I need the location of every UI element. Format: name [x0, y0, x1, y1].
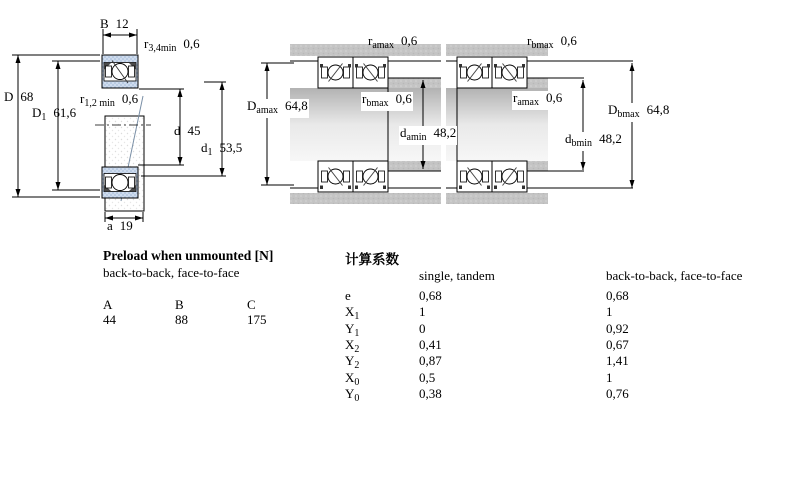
dim-value: 0,6 [546, 90, 563, 105]
dim-label-rbmax-2 [527, 34, 577, 53]
dim-subscript: bmin [571, 138, 593, 149]
factors-row [345, 304, 613, 322]
factors-col2-header: back-to-back, face-to-face [606, 268, 743, 283]
dim-value: 0,6 [560, 33, 577, 48]
dim-subscript: 3,4min [148, 43, 177, 54]
factor-value-btb-ftf: 0,67 [606, 337, 629, 352]
dim-subscript: 1 [207, 147, 213, 158]
preload-col-header: A [103, 297, 113, 312]
factor-value-btb-ftf: 1 [606, 304, 613, 319]
dim-subscript: bmax [531, 40, 554, 51]
factor-symbol-main: Y [345, 386, 355, 401]
dim-label-B [100, 17, 129, 31]
factor-value-single-tandem: 0,5 [419, 370, 436, 385]
preload-table-header-row [103, 297, 319, 313]
bearing-section-bottom [102, 167, 138, 198]
dim-symbol: d [400, 125, 407, 140]
dim-label-a [107, 219, 133, 233]
dim-label-damin [399, 126, 457, 145]
dim-label-Damax [246, 99, 309, 118]
right-arrangement-diagram [446, 44, 633, 204]
dim-symbol: B [100, 16, 109, 31]
dim-label-r12 [79, 92, 139, 111]
factors-col1-header: single, tandem [419, 268, 495, 283]
factor-symbol-main: Y [345, 353, 355, 368]
dim-value: 0,6 [401, 33, 418, 48]
factor-value-btb-ftf: 0,76 [606, 386, 629, 401]
dim-value: 0,6 [395, 91, 412, 106]
dim-subscript: bmax [617, 109, 640, 120]
dim-subscript: amin [406, 132, 427, 143]
dim-value: 19 [119, 218, 133, 233]
dim-symbol: d [565, 131, 572, 146]
dim-symbol: r [144, 36, 149, 51]
factors-table-title: 计算系数 [345, 252, 399, 267]
factor-value-single-tandem: 1 [419, 304, 426, 319]
factor-symbol-sub: 2 [354, 344, 360, 355]
factor-symbol-sub: 2 [354, 360, 360, 371]
dim-subscript: amax [517, 97, 539, 108]
dim-symbol: D [247, 98, 257, 113]
factor-value-btb-ftf: 1,41 [606, 353, 629, 368]
dim-value: 0,6 [183, 36, 200, 51]
dim-symbol: r [80, 91, 85, 106]
dim-label-D1 [32, 106, 76, 125]
dim-symbol: d [201, 140, 208, 155]
dim-label-ramax [368, 34, 417, 53]
factor-symbol-main: X [345, 304, 355, 319]
factor-symbol-main: e [345, 288, 351, 303]
factor-symbol-main: Y [345, 321, 355, 336]
factor-symbol [345, 304, 419, 322]
dimension-lines-right [583, 63, 632, 188]
dim-subscript: 1 [41, 112, 47, 123]
dim-symbol: d [174, 123, 181, 138]
factor-symbol [345, 386, 419, 404]
dim-subscript: amax [372, 40, 394, 51]
factor-value-single-tandem: 0,68 [419, 288, 442, 303]
factor-value-btb-ftf: 0,92 [606, 321, 629, 336]
dim-subscript: 1,2 min [84, 98, 115, 109]
factor-symbol-sub: 1 [354, 328, 360, 339]
dim-value: 61,6 [53, 105, 77, 120]
dim-symbol: r [362, 91, 367, 106]
dim-symbol: D [32, 105, 42, 120]
factor-value-btb-ftf: 0,68 [606, 288, 629, 303]
factor-value-single-tandem: 0,87 [419, 353, 442, 368]
preload-table-title: Preload when unmounted [N] [103, 248, 274, 263]
factor-symbol-main: X [345, 370, 355, 385]
factor-symbol-sub: 0 [354, 393, 360, 404]
dim-value: 48,2 [433, 125, 457, 140]
preload-value: 175 [247, 312, 267, 327]
preload-table-subtitle: back-to-back, face-to-face [103, 265, 240, 280]
dim-value: 64,8 [285, 98, 308, 113]
dim-value: 53,5 [219, 140, 243, 155]
dim-label-ramax-2 [512, 91, 563, 110]
factor-symbol [345, 353, 419, 371]
preload-col-header: C [247, 297, 256, 312]
dim-label-d1 [201, 141, 242, 160]
dim-value: 12 [115, 16, 129, 31]
preload-value: 88 [175, 312, 188, 327]
dim-value: 45 [187, 123, 201, 138]
dim-symbol: D [608, 102, 618, 117]
dim-label-dbmin [564, 132, 623, 151]
dim-subscript: amax [256, 105, 279, 116]
dim-value: 68 [20, 89, 34, 104]
dim-symbol: r [368, 33, 373, 48]
factors-row [345, 386, 629, 404]
middle-arrangement-diagram [261, 44, 441, 204]
dim-label-d [174, 124, 201, 138]
dim-subscript: bmax [366, 98, 389, 109]
dim-label-D [4, 90, 33, 104]
preload-table-value-row [103, 312, 319, 328]
factor-value-single-tandem: 0 [419, 321, 426, 336]
factor-symbol-sub: 0 [354, 377, 360, 388]
dim-symbol: r [527, 33, 532, 48]
dim-value: 64,8 [646, 102, 670, 117]
dim-label-Dbmax [607, 103, 670, 122]
preload-value: 44 [103, 312, 116, 327]
factor-symbol-sub: 1 [354, 311, 360, 322]
dim-value: 48,2 [599, 131, 622, 146]
factor-symbol-main: X [345, 337, 355, 352]
dim-label-rbmax [361, 92, 413, 111]
preload-col-header: B [175, 297, 184, 312]
dim-symbol: D [4, 89, 14, 104]
dim-value: 0,6 [121, 91, 139, 106]
factors-row [345, 353, 629, 371]
bearing-section-top [102, 55, 138, 88]
dim-label-r34 [144, 37, 200, 56]
dim-symbol: r [513, 90, 518, 105]
factor-value-btb-ftf: 1 [606, 370, 613, 385]
dim-symbol: a [107, 218, 113, 233]
factor-value-single-tandem: 0,38 [419, 386, 442, 401]
factor-value-single-tandem: 0,41 [419, 337, 442, 352]
